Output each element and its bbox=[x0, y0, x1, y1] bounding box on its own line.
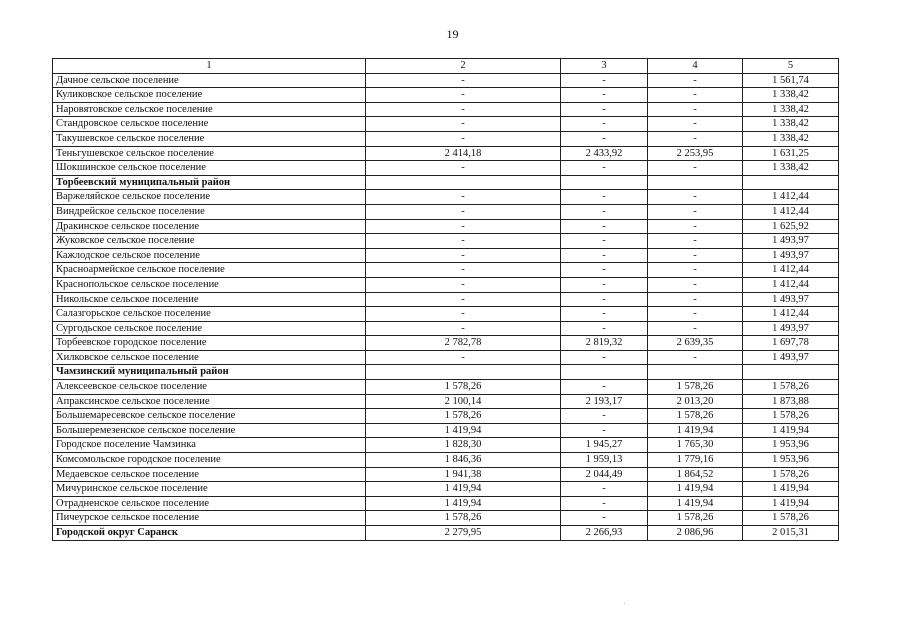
table-row bbox=[53, 190, 839, 205]
settlement-name: Торбеевское городское поселение bbox=[53, 336, 366, 351]
settlement-name: Алексеевское сельское поселение bbox=[53, 380, 366, 395]
cell-col-3: - bbox=[561, 219, 648, 234]
table-row bbox=[53, 146, 839, 161]
cell-col-4 bbox=[648, 175, 743, 190]
section-row bbox=[53, 175, 839, 190]
cell-col-3: - bbox=[561, 234, 648, 249]
cell-col-2: - bbox=[366, 161, 561, 176]
cell-col-5: 1 578,26 bbox=[743, 409, 839, 424]
settlement-name: Большемаресевское сельское поселение bbox=[53, 409, 366, 424]
cell-col-4: 1 419,94 bbox=[648, 482, 743, 497]
cell-col-2: - bbox=[366, 102, 561, 117]
cell-col-2: - bbox=[366, 263, 561, 278]
table-row bbox=[53, 131, 839, 146]
cell-col-4: - bbox=[648, 307, 743, 322]
cell-col-4: - bbox=[648, 161, 743, 176]
section-row bbox=[53, 365, 839, 380]
settlement-name: Красноармейское сельское поселение bbox=[53, 263, 366, 278]
cell-col-4: 1 419,94 bbox=[648, 496, 743, 511]
cell-col-2: 1 578,26 bbox=[366, 511, 561, 526]
cell-col-4: - bbox=[648, 263, 743, 278]
cell-col-4: - bbox=[648, 204, 743, 219]
cell-col-4: 1 864,52 bbox=[648, 467, 743, 482]
cell-col-4: - bbox=[648, 248, 743, 263]
cell-col-3: 2 433,92 bbox=[561, 146, 648, 161]
cell-col-2: - bbox=[366, 219, 561, 234]
cell-col-2: 1 419,94 bbox=[366, 482, 561, 497]
cell-col-4: 1 419,94 bbox=[648, 423, 743, 438]
cell-col-4: - bbox=[648, 190, 743, 205]
cell-col-3: 1 945,27 bbox=[561, 438, 648, 453]
settlement-name: Никольское сельское поселение bbox=[53, 292, 366, 307]
cell-col-3: - bbox=[561, 350, 648, 365]
cell-col-4: - bbox=[648, 88, 743, 103]
cell-col-3: - bbox=[561, 161, 648, 176]
cell-col-4: - bbox=[648, 350, 743, 365]
table-row bbox=[53, 204, 839, 219]
settlement-name: Дракинское сельское поселение bbox=[53, 219, 366, 234]
cell-col-3 bbox=[561, 365, 648, 380]
settlement-name: Варжеляйское сельское поселение bbox=[53, 190, 366, 205]
cell-col-2: 2 100,14 bbox=[366, 394, 561, 409]
cell-col-2: - bbox=[366, 117, 561, 132]
cell-col-2: - bbox=[366, 350, 561, 365]
cell-col-5: 1 419,94 bbox=[743, 496, 839, 511]
cell-col-3: - bbox=[561, 190, 648, 205]
cell-col-5: 1 578,26 bbox=[743, 511, 839, 526]
cell-col-5: 1 412,44 bbox=[743, 263, 839, 278]
table-row bbox=[53, 307, 839, 322]
cell-col-2: - bbox=[366, 292, 561, 307]
cell-col-5: 1 493,97 bbox=[743, 350, 839, 365]
cell-col-5: 1 338,42 bbox=[743, 102, 839, 117]
cell-col-4: 2 013,20 bbox=[648, 394, 743, 409]
cell-col-3: - bbox=[561, 204, 648, 219]
settlement-name: Большеремезенское сельское поселение bbox=[53, 423, 366, 438]
cell-col-3: - bbox=[561, 307, 648, 322]
cell-col-5: 1 873,88 bbox=[743, 394, 839, 409]
table-row bbox=[53, 496, 839, 511]
section-title: Чамзинский муниципальный район bbox=[53, 365, 366, 380]
cell-col-3: - bbox=[561, 409, 648, 424]
cell-col-5: 1 338,42 bbox=[743, 161, 839, 176]
cell-col-2: - bbox=[366, 234, 561, 249]
settlement-name: Салазгорьское сельское поселение bbox=[53, 307, 366, 322]
cell-col-2 bbox=[366, 175, 561, 190]
settlement-name: Хилковское сельское поселение bbox=[53, 350, 366, 365]
settlement-name: Комсомольское городское поселение bbox=[53, 453, 366, 468]
settlement-name: Виндрейское сельское поселение bbox=[53, 204, 366, 219]
cell-col-5: 1 419,94 bbox=[743, 482, 839, 497]
cell-col-3: 2 819,32 bbox=[561, 336, 648, 351]
cell-col-4: - bbox=[648, 277, 743, 292]
settlement-name: Пичеурское сельское поселение bbox=[53, 511, 366, 526]
cell-col-3: - bbox=[561, 321, 648, 336]
cell-col-5: 1 412,44 bbox=[743, 307, 839, 322]
cell-col-4: - bbox=[648, 234, 743, 249]
table-row bbox=[53, 467, 839, 482]
cell-col-3: - bbox=[561, 102, 648, 117]
cell-col-3: - bbox=[561, 131, 648, 146]
cell-col-4: 2 086,96 bbox=[648, 526, 743, 541]
cell-col-3: 2 044,49 bbox=[561, 467, 648, 482]
table-row bbox=[53, 438, 839, 453]
cell-col-5: 1 338,42 bbox=[743, 131, 839, 146]
settlement-name: Мичуринское сельское поселение bbox=[53, 482, 366, 497]
cell-col-3: 1 959,13 bbox=[561, 453, 648, 468]
cell-col-2: - bbox=[366, 277, 561, 292]
cell-col-3: - bbox=[561, 248, 648, 263]
cell-col-5 bbox=[743, 175, 839, 190]
table-row bbox=[53, 73, 839, 88]
table-row bbox=[53, 511, 839, 526]
section-title: Городской округ Саранск bbox=[53, 526, 366, 541]
cell-col-2: - bbox=[366, 321, 561, 336]
table-row bbox=[53, 350, 839, 365]
cell-col-4: - bbox=[648, 219, 743, 234]
settlement-name: Краснопольское сельское поселение bbox=[53, 277, 366, 292]
cell-col-5: 1 493,97 bbox=[743, 292, 839, 307]
cell-col-5: 1 493,97 bbox=[743, 234, 839, 249]
cell-col-4: 2 639,35 bbox=[648, 336, 743, 351]
scan-speck bbox=[624, 603, 625, 604]
cell-col-5: 1 338,42 bbox=[743, 88, 839, 103]
table-row bbox=[53, 117, 839, 132]
cell-col-4: - bbox=[648, 131, 743, 146]
table-row bbox=[53, 248, 839, 263]
cell-col-5: 1 561,74 bbox=[743, 73, 839, 88]
table-row bbox=[53, 423, 839, 438]
table-row bbox=[53, 102, 839, 117]
cell-col-3: - bbox=[561, 292, 648, 307]
cell-col-4: - bbox=[648, 73, 743, 88]
table-row bbox=[53, 453, 839, 468]
table-row bbox=[53, 394, 839, 409]
cell-col-3: - bbox=[561, 482, 648, 497]
settlement-name: Жуковское сельское поселение bbox=[53, 234, 366, 249]
column-header-2: 2 bbox=[366, 59, 561, 74]
cell-col-4: 1 578,26 bbox=[648, 409, 743, 424]
cell-col-4: - bbox=[648, 321, 743, 336]
cell-col-2: 2 782,78 bbox=[366, 336, 561, 351]
settlement-name: Наровятовское сельское поселение bbox=[53, 102, 366, 117]
cell-col-4 bbox=[648, 365, 743, 380]
table-row bbox=[53, 277, 839, 292]
settlement-name: Сургодьское сельское поселение bbox=[53, 321, 366, 336]
column-header-3: 3 bbox=[561, 59, 648, 74]
cell-col-3: - bbox=[561, 73, 648, 88]
table-row bbox=[53, 219, 839, 234]
table-row bbox=[53, 380, 839, 395]
cell-col-4: - bbox=[648, 292, 743, 307]
cell-col-5: 1 697,78 bbox=[743, 336, 839, 351]
cell-col-2: 1 419,94 bbox=[366, 423, 561, 438]
cell-col-2: 1 828,30 bbox=[366, 438, 561, 453]
cell-col-2: - bbox=[366, 73, 561, 88]
cell-col-3: - bbox=[561, 496, 648, 511]
cell-col-3: 2 266,93 bbox=[561, 526, 648, 541]
cell-col-2: - bbox=[366, 190, 561, 205]
cell-col-5: 1 412,44 bbox=[743, 204, 839, 219]
cell-col-3: - bbox=[561, 380, 648, 395]
cell-col-4: 1 765,30 bbox=[648, 438, 743, 453]
cell-col-3: 2 193,17 bbox=[561, 394, 648, 409]
cell-col-2: - bbox=[366, 248, 561, 263]
table-row bbox=[53, 321, 839, 336]
settlement-name: Стандровское сельское поселение bbox=[53, 117, 366, 132]
section-title: Торбеевский муниципальный район bbox=[53, 175, 366, 190]
column-header-5: 5 bbox=[743, 59, 839, 74]
cell-col-2: - bbox=[366, 307, 561, 322]
table-row bbox=[53, 292, 839, 307]
table-row bbox=[53, 409, 839, 424]
settlement-name: Отрадненское сельское поселение bbox=[53, 496, 366, 511]
cell-col-2: 1 578,26 bbox=[366, 380, 561, 395]
table-row bbox=[53, 161, 839, 176]
cell-col-5: 1 953,96 bbox=[743, 438, 839, 453]
cell-col-5: 1 493,97 bbox=[743, 321, 839, 336]
cell-col-5: 2 015,31 bbox=[743, 526, 839, 541]
table-row bbox=[53, 336, 839, 351]
cell-col-5: 1 419,94 bbox=[743, 423, 839, 438]
cell-col-4: 1 578,26 bbox=[648, 511, 743, 526]
cell-col-3: - bbox=[561, 88, 648, 103]
cell-col-5: 1 412,44 bbox=[743, 190, 839, 205]
table-row bbox=[53, 263, 839, 278]
cell-col-5: 1 412,44 bbox=[743, 277, 839, 292]
cell-col-4: 2 253,95 bbox=[648, 146, 743, 161]
cell-col-4: - bbox=[648, 102, 743, 117]
cell-col-2: 1 941,38 bbox=[366, 467, 561, 482]
section-row bbox=[53, 526, 839, 541]
cell-col-5: 1 493,97 bbox=[743, 248, 839, 263]
table-row bbox=[53, 88, 839, 103]
settlement-name: Такушевское сельское поселение bbox=[53, 131, 366, 146]
settlement-name: Кажлодское сельское поселение bbox=[53, 248, 366, 263]
cell-col-4: 1 578,26 bbox=[648, 380, 743, 395]
cell-col-2: - bbox=[366, 88, 561, 103]
cell-col-2: - bbox=[366, 131, 561, 146]
table-row bbox=[53, 234, 839, 249]
cell-col-3: - bbox=[561, 277, 648, 292]
cell-col-2: 1 846,36 bbox=[366, 453, 561, 468]
settlement-name: Теньгушевское сельское поселение bbox=[53, 146, 366, 161]
cell-col-3: - bbox=[561, 511, 648, 526]
settlement-name: Куликовское сельское поселение bbox=[53, 88, 366, 103]
cell-col-2: 2 279,95 bbox=[366, 526, 561, 541]
cell-col-5: 1 578,26 bbox=[743, 467, 839, 482]
cell-col-5 bbox=[743, 365, 839, 380]
table-row bbox=[53, 482, 839, 497]
cell-col-3: - bbox=[561, 423, 648, 438]
tariff-table bbox=[52, 58, 839, 541]
cell-col-2: 2 414,18 bbox=[366, 146, 561, 161]
page-number: 19 bbox=[446, 27, 459, 41]
settlement-name: Дачное сельское поселение bbox=[53, 73, 366, 88]
table-header-row bbox=[53, 59, 839, 74]
settlement-name: Медаевское сельское поселение bbox=[53, 467, 366, 482]
cell-col-3: - bbox=[561, 263, 648, 278]
cell-col-2: - bbox=[366, 204, 561, 219]
cell-col-5: 1 625,92 bbox=[743, 219, 839, 234]
cell-col-3 bbox=[561, 175, 648, 190]
cell-col-4: 1 779,16 bbox=[648, 453, 743, 468]
cell-col-2: 1 578,26 bbox=[366, 409, 561, 424]
column-header-1: 1 bbox=[53, 59, 366, 74]
cell-col-2 bbox=[366, 365, 561, 380]
cell-col-4: - bbox=[648, 117, 743, 132]
cell-col-5: 1 953,96 bbox=[743, 453, 839, 468]
cell-col-5: 1 578,26 bbox=[743, 380, 839, 395]
column-header-4: 4 bbox=[648, 59, 743, 74]
settlement-name: Шокшинское сельское поселение bbox=[53, 161, 366, 176]
cell-col-5: 1 631,25 bbox=[743, 146, 839, 161]
cell-col-5: 1 338,42 bbox=[743, 117, 839, 132]
cell-col-2: 1 419,94 bbox=[366, 496, 561, 511]
settlement-name: Апраксинское сельское поселение bbox=[53, 394, 366, 409]
cell-col-3: - bbox=[561, 117, 648, 132]
settlement-name: Городское поселение Чамзинка bbox=[53, 438, 366, 453]
